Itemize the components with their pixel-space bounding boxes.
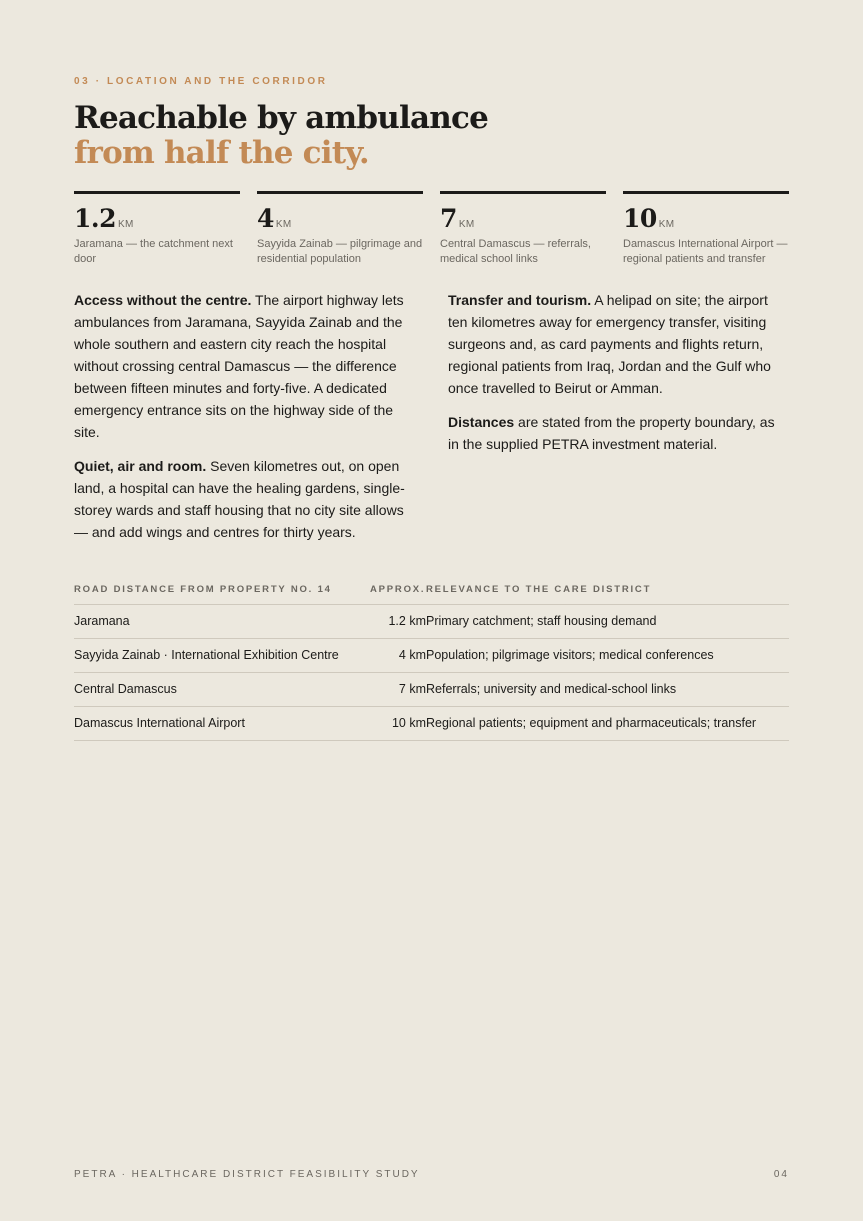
table-row bbox=[74, 639, 789, 673]
paragraph-lead: Distances bbox=[448, 414, 515, 430]
page-title bbox=[74, 101, 488, 171]
cell-place: Sayyida Zainab · International Exhibition Centre bbox=[74, 648, 339, 662]
distance-stats bbox=[74, 191, 789, 271]
table-row bbox=[74, 605, 789, 639]
page-number: 04 bbox=[773, 1169, 789, 1180]
section-label: 03 · LOCATION AND THE CORRIDOR bbox=[74, 76, 328, 87]
cell-relevance: Regional patients; equipment and pharmaceuticals; transfer bbox=[426, 716, 757, 730]
cell-distance: 1.2 km bbox=[388, 614, 426, 628]
paragraph-text: are stated from the property boundary, as in the supplied PETRA investment material. bbox=[448, 414, 775, 452]
title-line-1: Reachable by ambulance bbox=[74, 100, 489, 136]
cell-place: Central Damascus bbox=[74, 682, 177, 696]
cell-relevance: Population; pilgrimage visitors; medical conferences bbox=[426, 648, 714, 662]
stat-airport bbox=[623, 191, 789, 267]
body-column-right bbox=[448, 289, 789, 467]
stat-sayyida-zainab bbox=[257, 191, 423, 267]
stat-caption: Sayyida Zainab — pilgrimage and residential population bbox=[257, 238, 423, 265]
table-row bbox=[74, 673, 789, 707]
cell-place: Damascus International Airport bbox=[74, 716, 245, 730]
paragraph-distances bbox=[448, 411, 789, 455]
stat-unit: KM bbox=[458, 219, 475, 230]
stat-central-damascus bbox=[440, 191, 606, 267]
table-row bbox=[74, 707, 789, 741]
cell-distance: 4 km bbox=[398, 648, 426, 662]
stat-unit: KM bbox=[275, 219, 292, 230]
stat-caption: Central Damascus — referrals, medical school links bbox=[440, 238, 591, 265]
paragraph-transfer bbox=[448, 289, 789, 399]
stat-value: 7 bbox=[440, 204, 457, 233]
cell-relevance: Referrals; university and medical-school links bbox=[426, 682, 677, 696]
stat-unit: KM bbox=[658, 219, 675, 230]
stat-caption: Jaramana — the catchment next door bbox=[74, 238, 233, 265]
cell-place: Jaramana bbox=[74, 614, 130, 628]
cell-distance: 7 km bbox=[398, 682, 426, 696]
page-footer bbox=[74, 1169, 789, 1183]
paragraph-text: A helipad on site; the airport ten kilometres away for emergency transfer, visiting surgeons and, as card payments and flights return, regional patients from Iraq, Jordan and the Gulf who once travelled to Beirut or Amman. bbox=[448, 292, 771, 396]
column-header-distance: APPROX. bbox=[370, 584, 426, 595]
stat-value: 10 bbox=[623, 204, 657, 233]
paragraph-text: Seven kilometres out, on open land, a hospital can have the healing gardens, single-storey wards and staff housing that no city site allows — and add wings and centres for thirty years. bbox=[74, 458, 405, 540]
column-header-relevance: RELEVANCE TO THE CARE DISTRICT bbox=[426, 584, 652, 595]
distance-table bbox=[74, 578, 789, 741]
table-header bbox=[74, 578, 789, 605]
footer-title: PETRA · HEALTHCARE DISTRICT FEASIBILITY STUDY bbox=[74, 1169, 420, 1180]
stat-value: 4 bbox=[257, 204, 274, 233]
paragraph-text: The airport highway lets ambulances from Jaramana, Sayyida Zainab and the whole southern and eastern city reach the hospital without crossing central Damascus — the difference between fifteen minutes and forty-five. A dedicated emergency entrance sits on the highway side of the site. bbox=[74, 292, 404, 440]
stat-unit: KM bbox=[118, 219, 134, 230]
stat-caption: Damascus International Airport — regional patients and transfer bbox=[623, 238, 788, 265]
paragraph-quiet bbox=[74, 455, 419, 543]
column-header-place: ROAD DISTANCE FROM PROPERTY NO. 14 bbox=[74, 584, 332, 595]
stat-jaramana bbox=[74, 191, 240, 267]
paragraph-access bbox=[74, 289, 419, 443]
title-line-2: from half the city. bbox=[74, 135, 369, 171]
paragraph-lead: Access without the centre. bbox=[74, 292, 252, 308]
paragraph-lead: Quiet, air and room. bbox=[74, 458, 207, 474]
body-column-left bbox=[74, 289, 419, 555]
cell-distance: 10 km bbox=[391, 716, 426, 730]
cell-relevance: Primary catchment; staff housing demand bbox=[426, 614, 657, 628]
stat-value: 1.2 bbox=[74, 204, 116, 233]
paragraph-lead: Transfer and tourism. bbox=[448, 292, 592, 308]
